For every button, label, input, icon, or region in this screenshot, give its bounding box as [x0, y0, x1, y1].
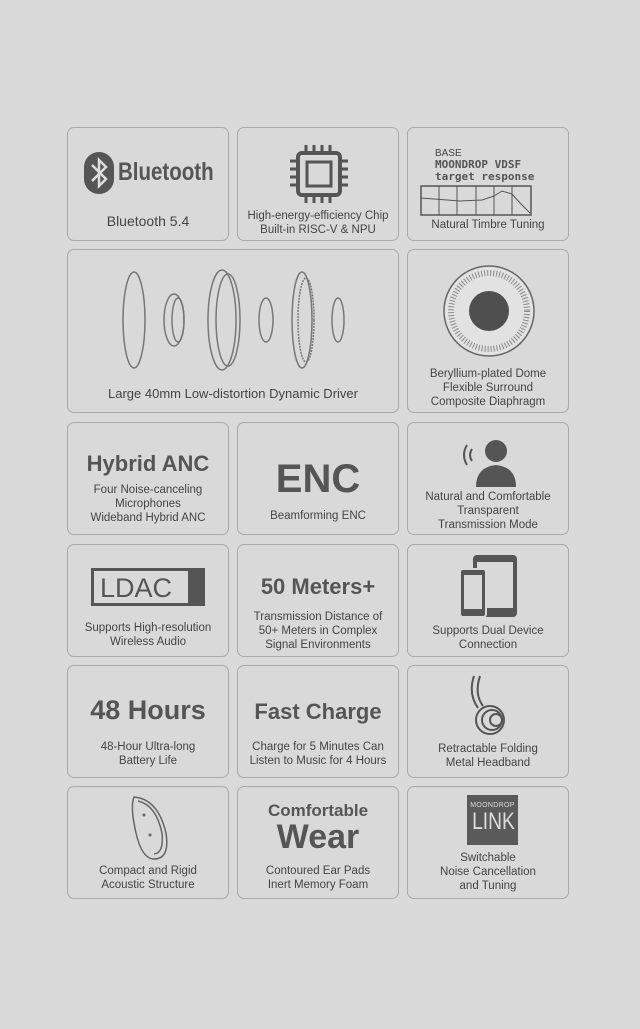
- bluetooth-card: [67, 127, 229, 241]
- anc-card: [67, 422, 229, 535]
- headband-card: [407, 665, 569, 778]
- link-caption: Switchable Noise Cancellation and Tuning: [440, 852, 536, 892]
- ldac-logo-text: LDAC: [100, 573, 173, 603]
- tuning-target-label: target response: [435, 170, 535, 183]
- charge-headline: Fast Charge: [254, 699, 382, 724]
- chip-caption: High-energy-efficiency Chip Built-in RISC-V & NPU: [247, 210, 389, 236]
- tuning-base-label: BASE: [435, 148, 462, 159]
- moondrop-link-logo: [467, 795, 518, 845]
- battery-caption: 48-Hour Ultra-long Battery Life: [100, 741, 196, 767]
- ldac-logo: [91, 568, 205, 606]
- headband-icon: [468, 674, 512, 738]
- driver-exploded-view-icon: [118, 264, 358, 374]
- wear-card: [237, 786, 399, 899]
- frequency-response-graph-icon: [420, 185, 532, 216]
- link-card: [407, 786, 569, 899]
- driver-card: [67, 249, 399, 413]
- transparent-card: [407, 422, 569, 535]
- bluetooth-logo-text: Bluetooth: [118, 158, 214, 186]
- enc-caption: Beamforming ENC: [270, 510, 366, 522]
- chip-card: [237, 127, 399, 241]
- phone-tablet-icon: [458, 553, 520, 619]
- dual-device-card: [407, 544, 569, 657]
- transparent-caption: Natural and Comfortable Transparent Transmission Mode: [425, 491, 551, 531]
- chip-icon: [288, 143, 350, 205]
- driver-caption: Large 40mm Low-distortion Dynamic Driver: [108, 386, 358, 401]
- ldac-caption: Supports High-resolution Wireless Audio: [84, 622, 212, 648]
- headband-caption: Retractable Folding Metal Headband: [438, 743, 538, 769]
- diaphragm-caption: Beryllium-plated Dome Flexible Surround Composite Diaphragm: [429, 368, 547, 408]
- tuning-caption: Natural Timbre Tuning: [431, 219, 545, 231]
- ldac-card: [67, 544, 229, 657]
- bluetooth-caption: Bluetooth 5.4: [106, 213, 190, 229]
- battery-card: [67, 665, 229, 778]
- link-logo-top-text: MOONDROP: [470, 802, 515, 809]
- ldac-logo-bar: [188, 571, 202, 603]
- anc-caption: Four Noise-canceling Microphones Wideband Hybrid ANC: [90, 484, 206, 524]
- battery-headline: 48 Hours: [90, 695, 206, 725]
- dual-device-caption: Supports Dual Device Connection: [432, 625, 544, 651]
- charge-card: [237, 665, 399, 778]
- earbud-shell-icon: [128, 793, 172, 863]
- acoustic-caption: Compact and Rigid Acoustic Structure: [99, 865, 197, 891]
- range-card: [237, 544, 399, 657]
- bluetooth-icon: [84, 152, 114, 194]
- wear-caption: Contoured Ear Pads Inert Memory Foam: [265, 865, 371, 891]
- charge-caption: Charge for 5 Minutes Can Listen to Music for 4 Hours: [249, 741, 387, 767]
- diaphragm-card: [407, 249, 569, 413]
- range-caption: Transmission Distance of 50+ Meters in Complex Signal Environments: [253, 611, 383, 651]
- link-logo-text: LINK: [472, 808, 515, 835]
- range-headline: 50 Meters+: [260, 574, 376, 599]
- wear-headline-top: Comfortable: [267, 801, 369, 820]
- acoustic-card: [67, 786, 229, 899]
- enc-card: [237, 422, 399, 535]
- diaphragm-icon: [442, 264, 536, 358]
- anc-headline: Hybrid ANC: [86, 451, 210, 476]
- person-listening-icon: [462, 431, 520, 489]
- enc-headline: ENC: [275, 457, 361, 501]
- tuning-card: [407, 127, 569, 241]
- wear-headline: Wear: [276, 818, 360, 856]
- tuning-brand-label: MOONDROP VDSF: [435, 158, 522, 171]
